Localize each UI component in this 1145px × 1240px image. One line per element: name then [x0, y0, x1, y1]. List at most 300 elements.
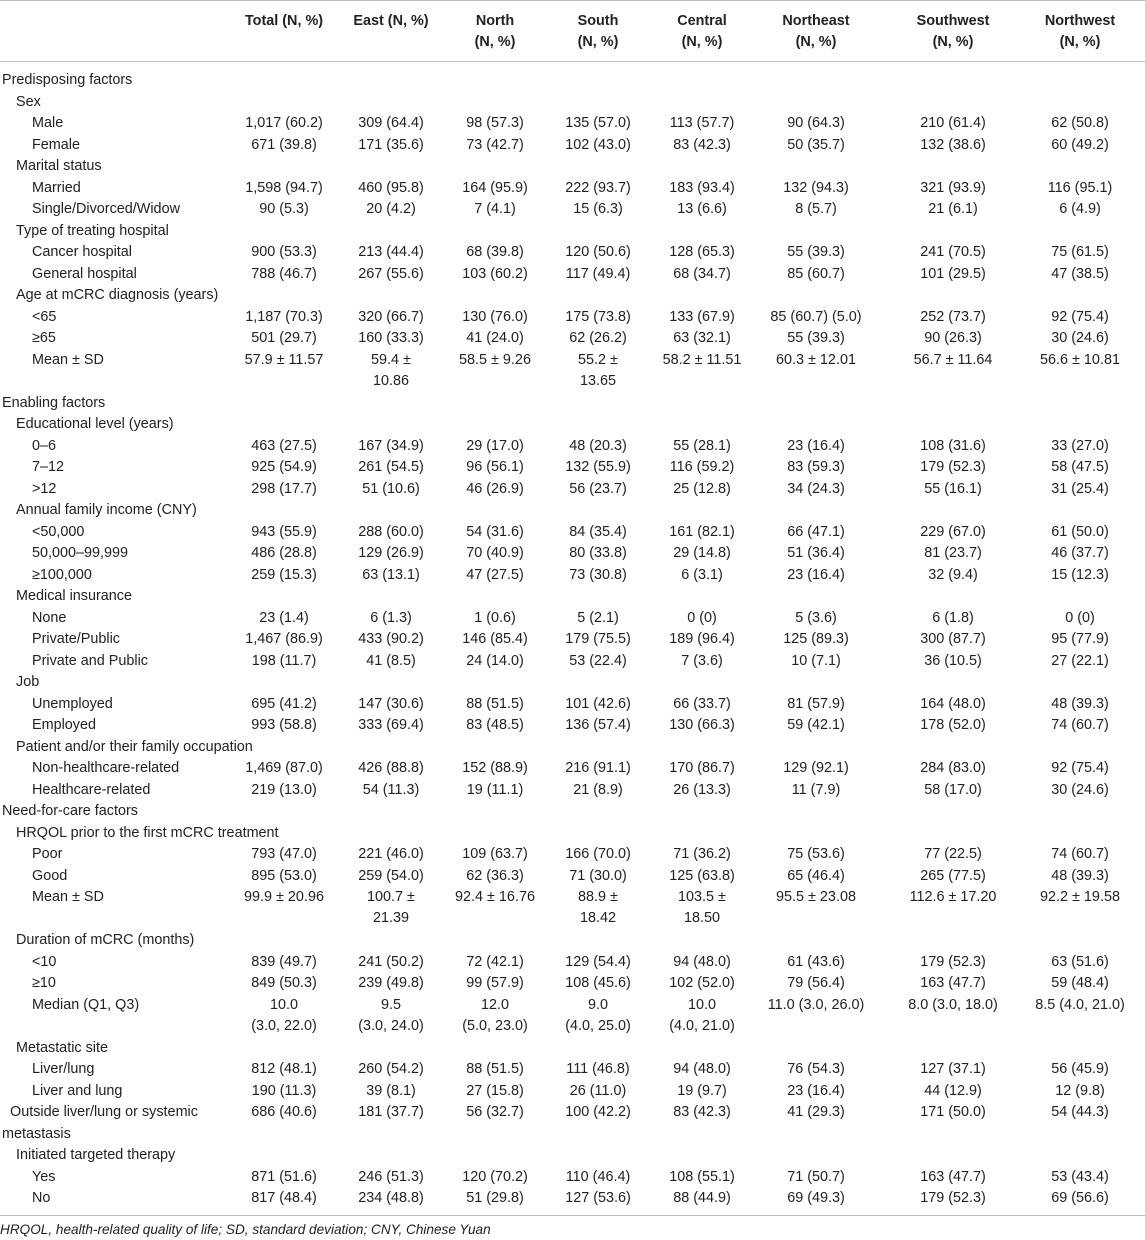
table-cell: 267 (55.6) [358, 265, 424, 282]
table-cell: 81 (23.7) [924, 545, 982, 561]
table-cell: 58 (17.0) [924, 781, 982, 798]
table-cell: 133 (67.9) [669, 308, 735, 325]
table-cell: 261 (54.5) [358, 459, 424, 475]
table-row [0, 135, 1145, 157]
row-label: Yes [32, 1168, 56, 1185]
table-cell: 41 (29.3) [787, 1104, 845, 1120]
table-cell: 56 (32.7) [466, 1104, 524, 1120]
table-cell: 34 (24.3) [787, 480, 845, 497]
table-section-row [0, 92, 1145, 114]
table-cell: 24 (14.0) [466, 652, 524, 669]
table-cell: 101 (42.6) [565, 695, 631, 712]
table-row [0, 350, 1145, 389]
table-cell: 129 (92.1) [783, 760, 849, 776]
table-cell: 46 (37.7) [1051, 545, 1109, 561]
table-cell: 260 (54.2) [358, 1061, 424, 1077]
table-cell: 117 (49.4) [565, 265, 631, 282]
table-cell: 72 (42.1) [466, 953, 524, 970]
table-cell: 259 (54.0) [358, 867, 424, 884]
table-cell: 695 (41.2) [251, 695, 317, 712]
table-cell: 25 (12.8) [673, 480, 731, 497]
table-cell: 94 (48.0) [673, 1061, 731, 1077]
table-cell: 74 (60.7) [1051, 846, 1109, 862]
table-cell: 793 (47.0) [251, 846, 317, 862]
table-row [0, 694, 1145, 716]
table-cell: 179 (52.3) [920, 459, 986, 475]
table-cell: 8 (5.7) [795, 201, 837, 217]
row-label: Poor [32, 846, 63, 862]
table-cell: 6 (4.9) [1059, 201, 1101, 217]
table-cell: 221 (46.0) [358, 846, 424, 862]
row-label: 7–12 [32, 459, 65, 475]
row-label: <50,000 [32, 523, 85, 540]
table-cell: 111 (46.8) [566, 1061, 630, 1077]
table-cell: 79 (56.4) [787, 975, 845, 991]
table-cell: 51 (36.4) [787, 545, 845, 561]
row-label: Private/Public [32, 631, 120, 647]
table-cell: 110 (46.4) [565, 1168, 631, 1185]
table-cell: 241 (50.2) [358, 953, 424, 970]
table-cell: 108 (31.6) [920, 437, 986, 454]
row-label: Employed [32, 717, 96, 733]
table-cell: 219 (13.0) [251, 781, 317, 798]
table-cell: 112.6 ± 17.20 [909, 889, 997, 905]
table-row [0, 479, 1145, 501]
table-cell: 486 (28.8) [251, 545, 317, 561]
table-cell: 129 (54.4) [565, 953, 631, 970]
table-cell: 15 (12.3) [1051, 566, 1109, 583]
table-cell: 92 (75.4) [1051, 760, 1109, 776]
table-cell: 10 (7.1) [791, 652, 841, 669]
table-cell: 63 (13.1) [362, 566, 420, 583]
table-cell: 73 (42.7) [466, 136, 524, 153]
row-label: Cancer hospital [32, 244, 132, 260]
table-cell: 9.0 (4.0, 25.0) [565, 996, 631, 1034]
table-row [0, 307, 1145, 329]
row-label: Enabling factors [2, 394, 106, 411]
table-row [0, 973, 1145, 995]
table-cell: 100.7 ± 21.39 [367, 889, 415, 926]
table-row [0, 952, 1145, 974]
table-cell: 62 (26.2) [569, 330, 627, 346]
row-label: <10 [32, 953, 57, 970]
table-cell: 57.9 ± 11.57 [244, 351, 324, 368]
table-cell: 116 (95.1) [1047, 179, 1113, 196]
table-cell: 120 (70.2) [462, 1168, 528, 1185]
table-cell: 54 (31.6) [466, 523, 524, 540]
table-cell: 84 (35.4) [569, 523, 627, 540]
table-cell: 44 (12.9) [924, 1082, 982, 1099]
table-row [0, 436, 1145, 458]
table-cell: 0 (0) [687, 609, 717, 626]
table-row [0, 715, 1145, 737]
table-cell: 46 (26.9) [466, 480, 524, 497]
table-cell: 108 (55.1) [669, 1168, 735, 1185]
table-cell: 229 (67.0) [920, 523, 986, 540]
table-cell: 210 (61.4) [920, 115, 986, 131]
table-cell: 96 (56.1) [466, 459, 524, 475]
table-cell: 460 (95.8) [358, 179, 424, 196]
table-cell: 189 (96.4) [669, 631, 735, 647]
table-cell: 21 (6.1) [928, 201, 978, 217]
table-section-row [0, 823, 1145, 845]
table-section-row [0, 586, 1145, 608]
column-header: Northwest (N, %) [1044, 13, 1116, 50]
table-cell: 686 (40.6) [251, 1104, 317, 1120]
table-cell: 284 (83.0) [920, 760, 986, 776]
table-cell: 179 (75.5) [565, 631, 631, 647]
table-cell: 943 (55.9) [251, 523, 317, 540]
row-label: Metastatic site [16, 1039, 108, 1056]
table-cell: 265 (77.5) [920, 867, 986, 884]
table-cell: 164 (48.0) [920, 695, 986, 712]
row-label: Mean ± SD [32, 351, 104, 368]
table-cell: 183 (93.4) [669, 179, 735, 196]
table-cell: 163 (47.7) [920, 1168, 986, 1185]
table-section-row [0, 672, 1145, 694]
table-cell: 60 (49.2) [1051, 136, 1109, 153]
table-cell: 75 (53.6) [787, 846, 845, 862]
table-cell: 59 (48.4) [1051, 975, 1109, 991]
row-label: Liver and lung [32, 1082, 123, 1099]
table-cell: 56.7 ± 11.64 [913, 351, 993, 368]
row-label: Type of treating hospital [16, 222, 169, 239]
table-cell: 102 (43.0) [565, 136, 631, 153]
table-cell: 88 (44.9) [673, 1190, 731, 1206]
row-label: Educational level (years) [16, 416, 174, 432]
table-cell: 321 (93.9) [920, 179, 986, 196]
table-row [0, 1188, 1145, 1210]
table-cell: 11.0 (3.0, 26.0) [767, 996, 865, 1013]
table-cell: 90 (64.3) [787, 115, 845, 131]
table-cell: 100 (42.2) [565, 1104, 631, 1120]
row-label: Unemployed [32, 695, 113, 712]
column-header: Southwest (N, %) [916, 13, 990, 50]
table-cell: 55 (28.1) [673, 437, 731, 454]
table-cell: 125 (89.3) [783, 631, 849, 647]
table-row [0, 457, 1145, 479]
table-cell: 83 (42.3) [673, 1104, 731, 1120]
column-header: Total (N, %) [244, 13, 324, 29]
table-cell: 76 (54.3) [787, 1061, 845, 1077]
table-cell: 175 (73.8) [565, 308, 631, 325]
table-row [0, 565, 1145, 587]
table-cell: 88.9 ± 18.42 [578, 889, 618, 926]
table-cell: 50 (35.7) [787, 136, 845, 153]
table-cell: 216 (91.1) [565, 760, 631, 776]
row-label-continued: metastasis [2, 1125, 71, 1142]
table-cell: 80 (33.8) [569, 545, 627, 561]
table-cell: 92.4 ± 16.76 [455, 889, 535, 905]
row-label: <65 [32, 308, 57, 325]
table-cell: 163 (47.7) [920, 975, 986, 991]
table-cell: 900 (53.3) [251, 244, 317, 260]
table-cell: 127 (37.1) [920, 1061, 986, 1077]
table-cell: 135 (57.0) [565, 115, 631, 131]
table-row [0, 522, 1145, 544]
table-cell: 53 (43.4) [1051, 1168, 1109, 1185]
table-section-row [0, 1145, 1145, 1167]
table-cell: 166 (70.0) [565, 846, 631, 862]
table-cell: 170 (86.7) [669, 760, 735, 776]
table-cell: 62 (36.3) [466, 867, 524, 884]
table-cell: 68 (34.7) [673, 265, 731, 282]
table-cell: 171 (35.6) [358, 136, 424, 153]
table-cell: 69 (49.3) [787, 1190, 845, 1206]
table-cell: 1 (0.6) [474, 609, 516, 626]
table-cell: 92.2 ± 19.58 [1040, 889, 1120, 905]
row-label: Job [16, 674, 40, 690]
table-cell: 234 (48.8) [358, 1190, 424, 1206]
table-cell: 147 (30.6) [358, 695, 424, 712]
column-header: Northeast (N, %) [782, 13, 850, 50]
table-row [0, 543, 1145, 565]
table-cell: 83 (42.3) [673, 136, 731, 153]
table-cell: 132 (55.9) [565, 459, 631, 475]
table-cell: 71 (50.7) [787, 1168, 845, 1185]
table-cell: 1,017 (60.2) [245, 115, 323, 131]
table-cell: 23 (16.4) [787, 566, 845, 583]
table-cell: 63 (32.1) [673, 330, 731, 346]
table-row [0, 199, 1145, 221]
table-cell: 55.2 ± 13.65 [578, 351, 618, 389]
table-cell: 71 (30.0) [569, 867, 627, 884]
table-cell: 5 (3.6) [795, 609, 837, 626]
table-cell: 8.5 (4.0, 21.0) [1035, 996, 1125, 1013]
row-label: Private and Public [32, 652, 148, 669]
column-header: South (N, %) [577, 13, 619, 50]
table-cell: 839 (49.7) [251, 953, 317, 970]
table-bottom-rule [0, 1215, 1145, 1216]
table-cell: 54 (44.3) [1051, 1104, 1109, 1120]
table-cell: 48 (20.3) [569, 437, 627, 454]
table-cell: 132 (94.3) [783, 179, 849, 196]
table-row [0, 844, 1145, 866]
table-cell: 88 (51.5) [466, 695, 524, 712]
table-cell: 56 (23.7) [569, 480, 627, 497]
table-cell: 6 (1.8) [932, 609, 974, 626]
column-header: East (N, %) [353, 13, 429, 29]
table-row [0, 328, 1145, 350]
table-cell: 671 (39.8) [251, 136, 317, 153]
table-cell: 259 (15.3) [251, 566, 317, 583]
table-cell: 136 (57.4) [565, 717, 631, 733]
table-cell: 130 (66.3) [669, 717, 735, 733]
table-cell: 19 (9.7) [677, 1082, 727, 1099]
table-cell: 70 (40.9) [466, 545, 524, 561]
table-section-row [0, 285, 1145, 307]
table-cell: 1,598 (94.7) [245, 179, 323, 196]
table-cell: 66 (47.1) [787, 523, 845, 540]
table-cell: 61 (50.0) [1051, 523, 1109, 540]
row-label: General hospital [32, 265, 137, 282]
table-cell: 246 (51.3) [358, 1168, 424, 1185]
table-cell: 51 (10.6) [362, 480, 420, 497]
table-cell: 871 (51.6) [251, 1168, 317, 1185]
row-label: Marital status [16, 158, 102, 174]
table-cell: 55 (39.3) [787, 330, 845, 346]
table-cell: 21 (8.9) [573, 781, 623, 798]
table-cell: 83 (59.3) [787, 459, 845, 475]
table-row [0, 995, 1145, 1034]
table-cell: 60.3 ± 12.01 [776, 351, 856, 368]
table-cell: 27 (22.1) [1051, 652, 1109, 669]
table-cell: 7 (4.1) [474, 201, 516, 217]
table-cell: 239 (49.8) [358, 975, 424, 991]
row-label: Good [32, 867, 68, 884]
table-cell: 56 (45.9) [1051, 1061, 1109, 1077]
table-cell: 288 (60.0) [358, 523, 424, 540]
table-cell: 125 (63.8) [669, 867, 735, 884]
table-cell: 66 (33.7) [673, 695, 731, 712]
row-label: >12 [32, 480, 57, 497]
table-cell: 103.5 ± 18.50 [678, 889, 726, 926]
table-cell: 113 (57.7) [669, 115, 735, 131]
table-cell: 61 (43.6) [787, 953, 845, 970]
table-cell: 120 (50.6) [565, 244, 631, 260]
table-cell: 179 (52.3) [920, 953, 986, 970]
table-row [0, 866, 1145, 888]
table-section-row [0, 500, 1145, 522]
table-cell: 12.0 (5.0, 23.0) [462, 996, 528, 1034]
row-label: Male [32, 115, 64, 131]
table-cell: 109 (63.7) [462, 846, 528, 862]
table-cell: 160 (33.3) [358, 330, 424, 346]
table-row [0, 780, 1145, 802]
table-cell: 62 (50.8) [1051, 115, 1109, 131]
table-cell: 94 (48.0) [673, 953, 731, 970]
table-row [0, 242, 1145, 264]
table-cell: 152 (88.9) [462, 760, 528, 776]
row-label: 0–6 [32, 437, 57, 454]
table-cell: 501 (29.7) [251, 330, 317, 346]
table-cell: 41 (24.0) [466, 330, 524, 346]
table-cell: 8.0 (3.0, 18.0) [908, 996, 998, 1013]
table-cell: 128 (65.3) [669, 244, 735, 260]
table-cell: 129 (26.9) [358, 545, 424, 561]
table-cell: 190 (11.3) [251, 1082, 317, 1099]
table-cell: 0 (0) [1065, 609, 1095, 626]
table-cell: 812 (48.1) [251, 1061, 317, 1077]
table-cell: 222 (93.7) [565, 179, 631, 196]
row-label: Predisposing factors [2, 72, 133, 88]
row-label: Patient and/or their family occupation [16, 738, 253, 755]
table-section-row [0, 221, 1145, 243]
table-cell: 31 (25.4) [1051, 480, 1109, 497]
table-cell: 102 (52.0) [669, 975, 735, 991]
table-cell: 53 (22.4) [569, 652, 627, 669]
table-cell: 81 (57.9) [787, 695, 845, 712]
table-cell: 300 (87.7) [920, 631, 986, 647]
row-label: Married [32, 179, 81, 196]
table-cell: 41 (8.5) [366, 652, 416, 669]
table-cell: 788 (46.7) [251, 265, 317, 282]
table-cell: 47 (27.5) [466, 566, 524, 583]
table-cell: 10.0 (3.0, 22.0) [251, 996, 317, 1034]
table-section-row [0, 801, 1145, 823]
table-cell: 26 (13.3) [673, 781, 731, 798]
table-cell: 1,467 (86.9) [245, 631, 323, 647]
table-cell: 56.6 ± 10.81 [1040, 351, 1120, 368]
row-label: Non-healthcare-related [32, 760, 180, 776]
row-label: Female [32, 136, 80, 153]
row-label: Liver/lung [32, 1061, 95, 1077]
table-cell: 77 (22.5) [924, 846, 982, 862]
table-cell: 1,187 (70.3) [245, 308, 323, 325]
table-cell: 19 (11.1) [466, 781, 524, 798]
table-cell: 7 (3.6) [681, 652, 723, 669]
row-label: None [32, 609, 67, 626]
table-cell: 39 (8.1) [366, 1082, 416, 1099]
table-cell: 92 (75.4) [1051, 308, 1109, 325]
table-section-row [0, 737, 1145, 759]
row-label: Duration of mCRC (months) [16, 932, 195, 948]
table-cell: 63 (51.6) [1051, 953, 1109, 970]
column-header: Central (N, %) [677, 13, 727, 50]
table-cell: 320 (66.7) [358, 308, 424, 325]
table-cell: 51 (29.8) [466, 1190, 524, 1206]
table-cell: 68 (39.8) [466, 244, 524, 260]
table-cell: 29 (17.0) [466, 437, 524, 454]
column-header: North (N, %) [474, 13, 516, 50]
table-cell: 127 (53.6) [565, 1190, 631, 1206]
row-label: 50,000–99,999 [32, 545, 129, 561]
table-cell: 298 (17.7) [251, 480, 317, 497]
table-cell: 58.2 ± 11.51 [662, 351, 742, 368]
table-row [0, 758, 1145, 780]
table-cell: 167 (34.9) [358, 437, 424, 454]
table-cell: 59.4 ± 10.86 [371, 351, 411, 389]
table-cell: 83 (48.5) [466, 717, 524, 733]
table-cell: 252 (73.7) [920, 308, 986, 325]
table-cell: 6 (1.3) [370, 609, 412, 626]
table-cell: 85 (60.7) [787, 265, 845, 282]
row-label: ≥10 [32, 975, 56, 991]
row-label: Sex [16, 93, 41, 110]
table-cell: 98 (57.3) [466, 115, 524, 131]
row-label: Healthcare-related [32, 781, 151, 798]
table-cell: 30 (24.6) [1051, 781, 1109, 798]
table-cell: 146 (85.4) [462, 631, 528, 647]
table-cell: 849 (50.3) [251, 975, 317, 991]
table-cell: 58 (47.5) [1051, 459, 1109, 475]
table-cell: 171 (50.0) [920, 1104, 986, 1120]
row-label: ≥65 [32, 330, 56, 346]
table-section-row [0, 156, 1145, 178]
row-label: Age at mCRC diagnosis (years) [16, 287, 219, 303]
table-row [0, 651, 1145, 673]
table-cell: 36 (10.5) [924, 652, 982, 669]
table-cell: 30 (24.6) [1051, 330, 1109, 346]
table-cell: 48 (39.3) [1051, 867, 1109, 884]
table-section-row [0, 393, 1145, 415]
table-cell: 55 (16.1) [924, 480, 982, 497]
table-cell: 65 (46.4) [787, 867, 845, 884]
table-cell: 55 (39.3) [787, 244, 845, 260]
table-cell: 333 (69.4) [358, 717, 424, 733]
table-cell: 99 (57.9) [466, 975, 524, 991]
table-section-row [0, 70, 1145, 92]
table-cell: 48 (39.3) [1051, 695, 1109, 712]
table-cell: 12 (9.8) [1055, 1082, 1105, 1099]
table-cell: 130 (76.0) [462, 308, 528, 325]
table-cell: 198 (11.7) [251, 652, 317, 669]
row-label: Need-for-care factors [2, 803, 138, 819]
table-header [0, 0, 1145, 62]
table-row [0, 887, 1145, 926]
table-cell: 6 (3.1) [681, 566, 723, 583]
table-cell: 54 (11.3) [362, 781, 420, 798]
